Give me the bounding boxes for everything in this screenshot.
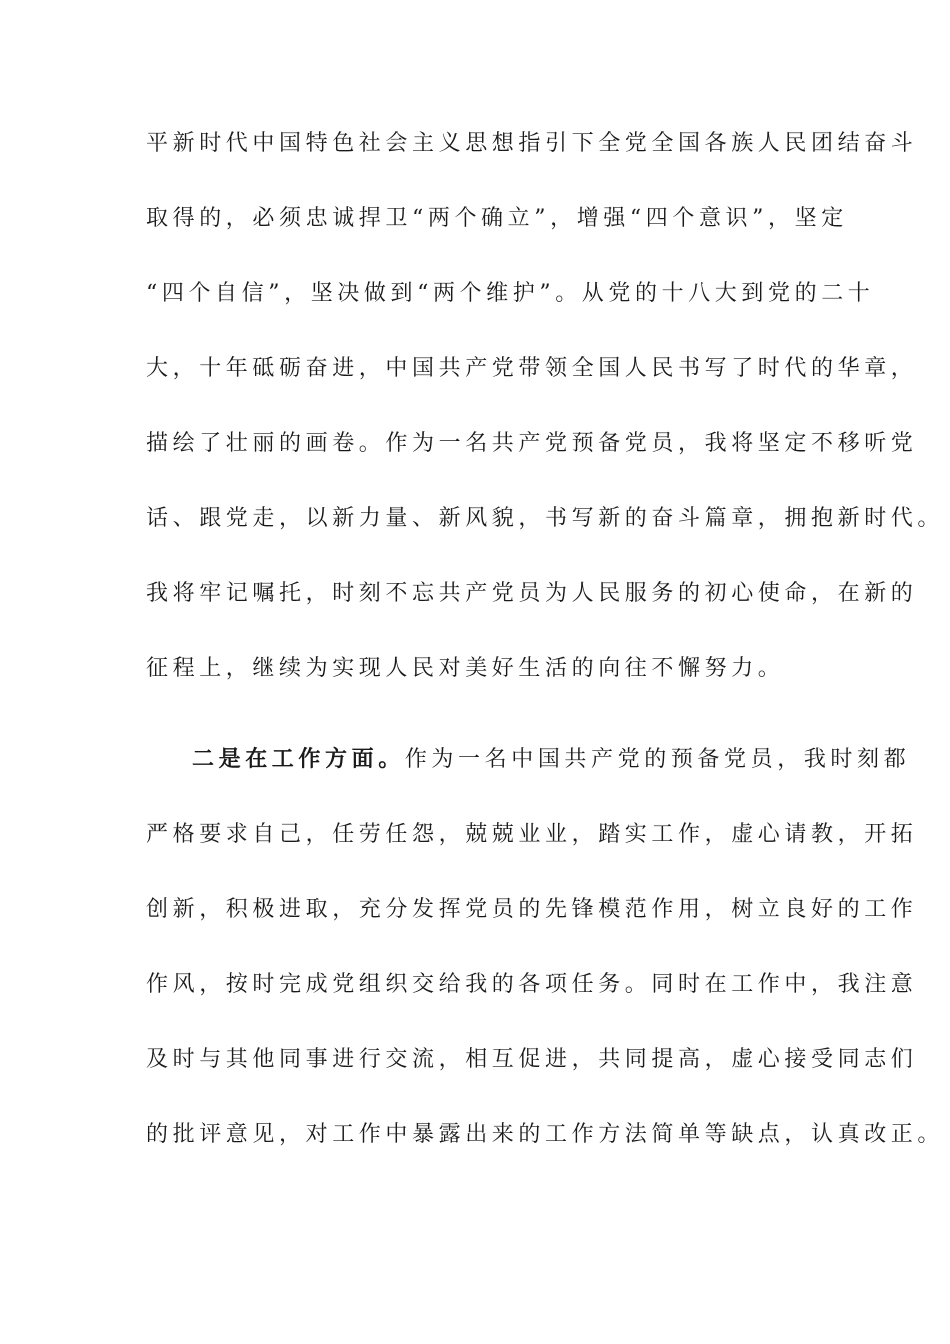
- paragraph-line: 我将牢记嘱托，时刻不忘共产党员为人民服务的初心使命，在新的: [146, 581, 918, 606]
- paragraph-line: “四个自信”，坚决做到“两个维护”。从党的十八大到党的二十: [146, 281, 875, 306]
- paragraph-line: 的批评意见，对工作中暴露出来的工作方法简单等缺点，认真改正。: [146, 1122, 945, 1147]
- paragraph-line: 取得的，必须忠诚捍卫“两个确立”，增强“四个意识”，坚定: [146, 206, 848, 231]
- paragraph-line: 及时与其他同事进行交流，相互促进，共同提高，虚心接受同志们: [146, 1047, 918, 1072]
- paragraph-line: 创新，积极进取，充分发挥党员的先锋模范作用，树立良好的工作: [146, 897, 918, 922]
- paragraph-line: 严格要求自己，任劳任怨，兢兢业业，踏实工作，虚心请教，开拓: [146, 822, 918, 847]
- paragraph-line: 大，十年砥砺奋进，中国共产党带领全国人民书写了时代的华章，: [146, 356, 918, 381]
- paragraph-line: 描绘了壮丽的画卷。作为一名共产党预备党员，我将坚定不移听党: [146, 431, 918, 456]
- section-heading: 二是在工作方面。: [192, 746, 405, 772]
- paragraph-line: 作风，按时完成党组织交给我的各项任务。同时在工作中，我注意: [146, 972, 918, 997]
- paragraph-text: 作为一名中国共产党的预备党员，我时刻都: [404, 747, 911, 772]
- paragraph-first-line: [146, 722, 911, 797]
- paragraph-line: 征程上，继续为实现人民对美好生活的向往不懈努力。: [146, 656, 785, 681]
- paragraph-line: 话、跟党走，以新力量、新风貌，书写新的奋斗篇章，拥抱新时代。: [146, 506, 945, 531]
- paragraph-line: 平新时代中国特色社会主义思想指引下全党全国各族人民团结奋斗: [146, 131, 918, 156]
- paragraph-1: [146, 106, 945, 706]
- paragraph-2: [146, 722, 945, 1172]
